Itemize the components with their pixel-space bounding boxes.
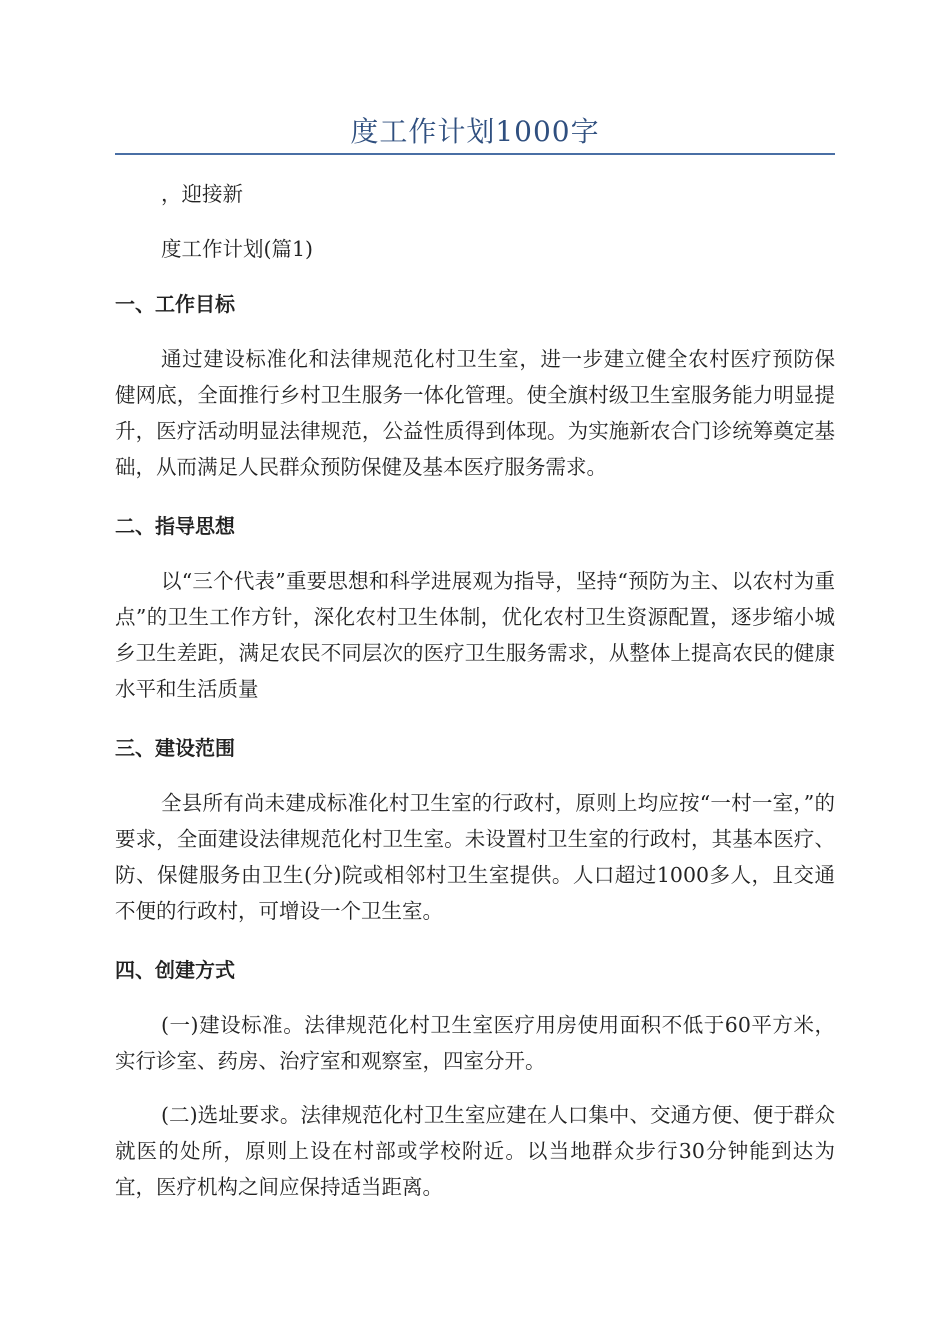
section-heading-4: [115, 952, 835, 988]
paragraph: 全县所有尚未建成标准化村卫生室的行政村，原则上均应按“一村一室，”的要求，全面建设法律规范化村卫生室。未设置村卫生室的行政村，其基本医疗、防、保健服务由卫生(分)院或相邻村卫生室提供。人口超过1000多人，且交通不便的行政村，可增设一个卫生室。: [115, 791, 835, 923]
paragraph: (一)建设标准。法律规范化村卫生室医疗用房使用面积不低于60平方米，实行诊室、药房、治疗室和观察室，四室分开。: [115, 1013, 835, 1073]
paragraph: (二)选址要求。法律规范化村卫生室应建在人口集中、交通方便、便于群众就医的处所，原则上设在村部或学校附近。以当地群众步行30分钟能到达为宜，医疗机构之间应保持适当距离。: [115, 1103, 835, 1199]
section-heading-text: 二、指导思想: [115, 514, 235, 538]
section-heading-3: [115, 730, 835, 766]
section-body-3: [115, 785, 835, 929]
section-heading-2: [115, 508, 835, 544]
section-body-1: [115, 341, 835, 485]
intro-text-2: 度工作计划(篇1): [161, 237, 314, 261]
document-title: 度工作计划1000字: [350, 115, 600, 148]
intro-line-1: [115, 176, 835, 212]
intro-text-1: ，迎接新: [161, 182, 243, 206]
title-divider: [115, 153, 835, 155]
section-heading-text: 四、创建方式: [115, 958, 235, 982]
section-heading-1: [115, 286, 835, 322]
paragraph: 以“三个代表”重要思想和科学进展观为指导，坚持“预防为主、以农村为重点”的卫生工作方针，深化农村卫生体制，优化农村卫生资源配置，逐步缩小城乡卫生差距，满足农民不同层次的医疗卫生服务需求，从整体上提高农民的健康水平和生活质量: [115, 569, 835, 701]
paragraph: 通过建设标准化和法律规范化村卫生室，进一步建立健全农村医疗预防保健网底，全面推行乡村卫生服务一体化管理。使全旗村级卫生室服务能力明显提升，医疗活动明显法律规范，公益性质得到体现。为实施新农合门诊统筹奠定基础，从而满足人民群众预防保健及基本医疗服务需求。: [115, 347, 835, 479]
section-body-4b: [115, 1097, 835, 1205]
intro-line-2: [115, 231, 835, 267]
section-heading-text: 一、工作目标: [115, 292, 235, 316]
section-body-2: [115, 563, 835, 707]
section-body-4a: [115, 1007, 835, 1079]
section-heading-text: 三、建设范围: [115, 736, 235, 760]
